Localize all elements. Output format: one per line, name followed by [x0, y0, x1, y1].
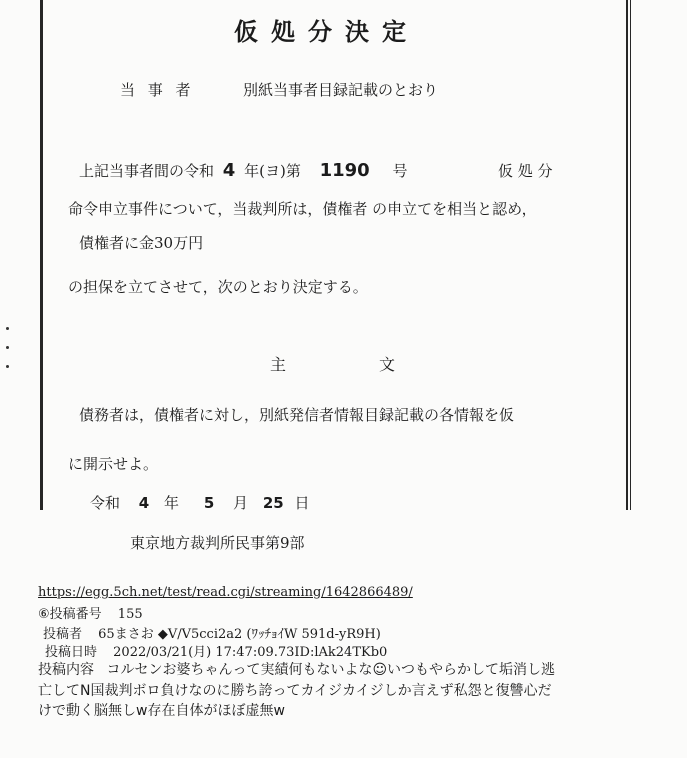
post-author-value: 65まさお ◆V/V5cci2a2 (ﾜｯﾁｮｲW 591d-yR9H): [98, 627, 381, 642]
line-security-amount: 債権者に金30万円: [79, 234, 204, 252]
left-border-line: [40, 0, 43, 510]
case-prefix: 上記当事者間の令和: [79, 162, 215, 180]
post-datetime-label: 投稿日時: [45, 645, 98, 660]
decision-date: [90, 492, 310, 513]
order-line-2: に開示せよ。: [68, 455, 159, 473]
post-number: [38, 603, 143, 622]
right-border-line: [626, 0, 628, 510]
post-url: https://egg.5ch.net/test/read.cgi/streaming/1642866489/: [38, 585, 413, 600]
case-year: 4: [222, 160, 236, 181]
case-suffix: 号: [392, 162, 408, 180]
case-mid: 年(ヨ)第: [244, 162, 301, 180]
post-content-first-line: [38, 659, 555, 679]
post-author-label: 投稿者: [43, 627, 83, 642]
post-content-line-1: コルセンお婆ちゃんって実績何もないよな☺いつもやらかして垢消し逃: [106, 662, 556, 678]
date-month-unit: 月: [233, 494, 249, 512]
main-text-heading-char2: 文: [379, 355, 396, 374]
date-year-unit: 年: [164, 494, 180, 512]
post-datetime: [45, 641, 387, 660]
case-line: [79, 160, 408, 181]
court-name: 東京地方裁判所民事第9部: [130, 534, 305, 552]
post-datetime-value: 2022/03/21(月) 17:47:09.73ID:lAk24TKb0: [113, 645, 388, 660]
margin-dot: [6, 327, 9, 330]
post-author: [43, 623, 381, 642]
right-border-line-inner: [630, 0, 631, 510]
post-number-value: 155: [117, 607, 143, 622]
margin-dot: [6, 365, 9, 368]
post-number-label: ⑥投稿番号: [38, 607, 102, 622]
document-title: 仮処分決定: [234, 17, 419, 46]
main-text-heading-char1: 主: [270, 355, 287, 374]
post-content-line-2: 亡してN国裁判ボロ負けなのに勝ち誇ってカイジカイジしか言えず私怨と復讐心だ: [38, 683, 552, 699]
date-era: 令和: [90, 494, 121, 512]
post-content-line-3: けで動く脳無しw存在自体がほぼ虚無w: [38, 703, 285, 719]
parties-label: 当 事 者: [120, 81, 195, 99]
date-day: 25: [262, 494, 284, 512]
line-application: 命令申立事件について，当裁判所は，債権者 の申立てを相当と認め，: [68, 200, 537, 218]
date-day-unit: 日: [294, 494, 310, 512]
post-content-label: 投稿内容: [38, 662, 94, 678]
date-year: 4: [138, 494, 150, 512]
date-month: 5: [203, 494, 215, 512]
line-decision: の担保を立てさせて，次のとおり決定する。: [68, 278, 368, 296]
margin-dot: [6, 346, 9, 349]
case-number: 1190: [319, 160, 370, 181]
case-type: 仮 処 分: [498, 162, 553, 180]
order-line-1: 債務者は，債権者に対し，別紙発信者情報目録記載の各情報を仮: [79, 406, 515, 424]
parties-value: 別紙当事者目録記載のとおり: [243, 81, 439, 99]
